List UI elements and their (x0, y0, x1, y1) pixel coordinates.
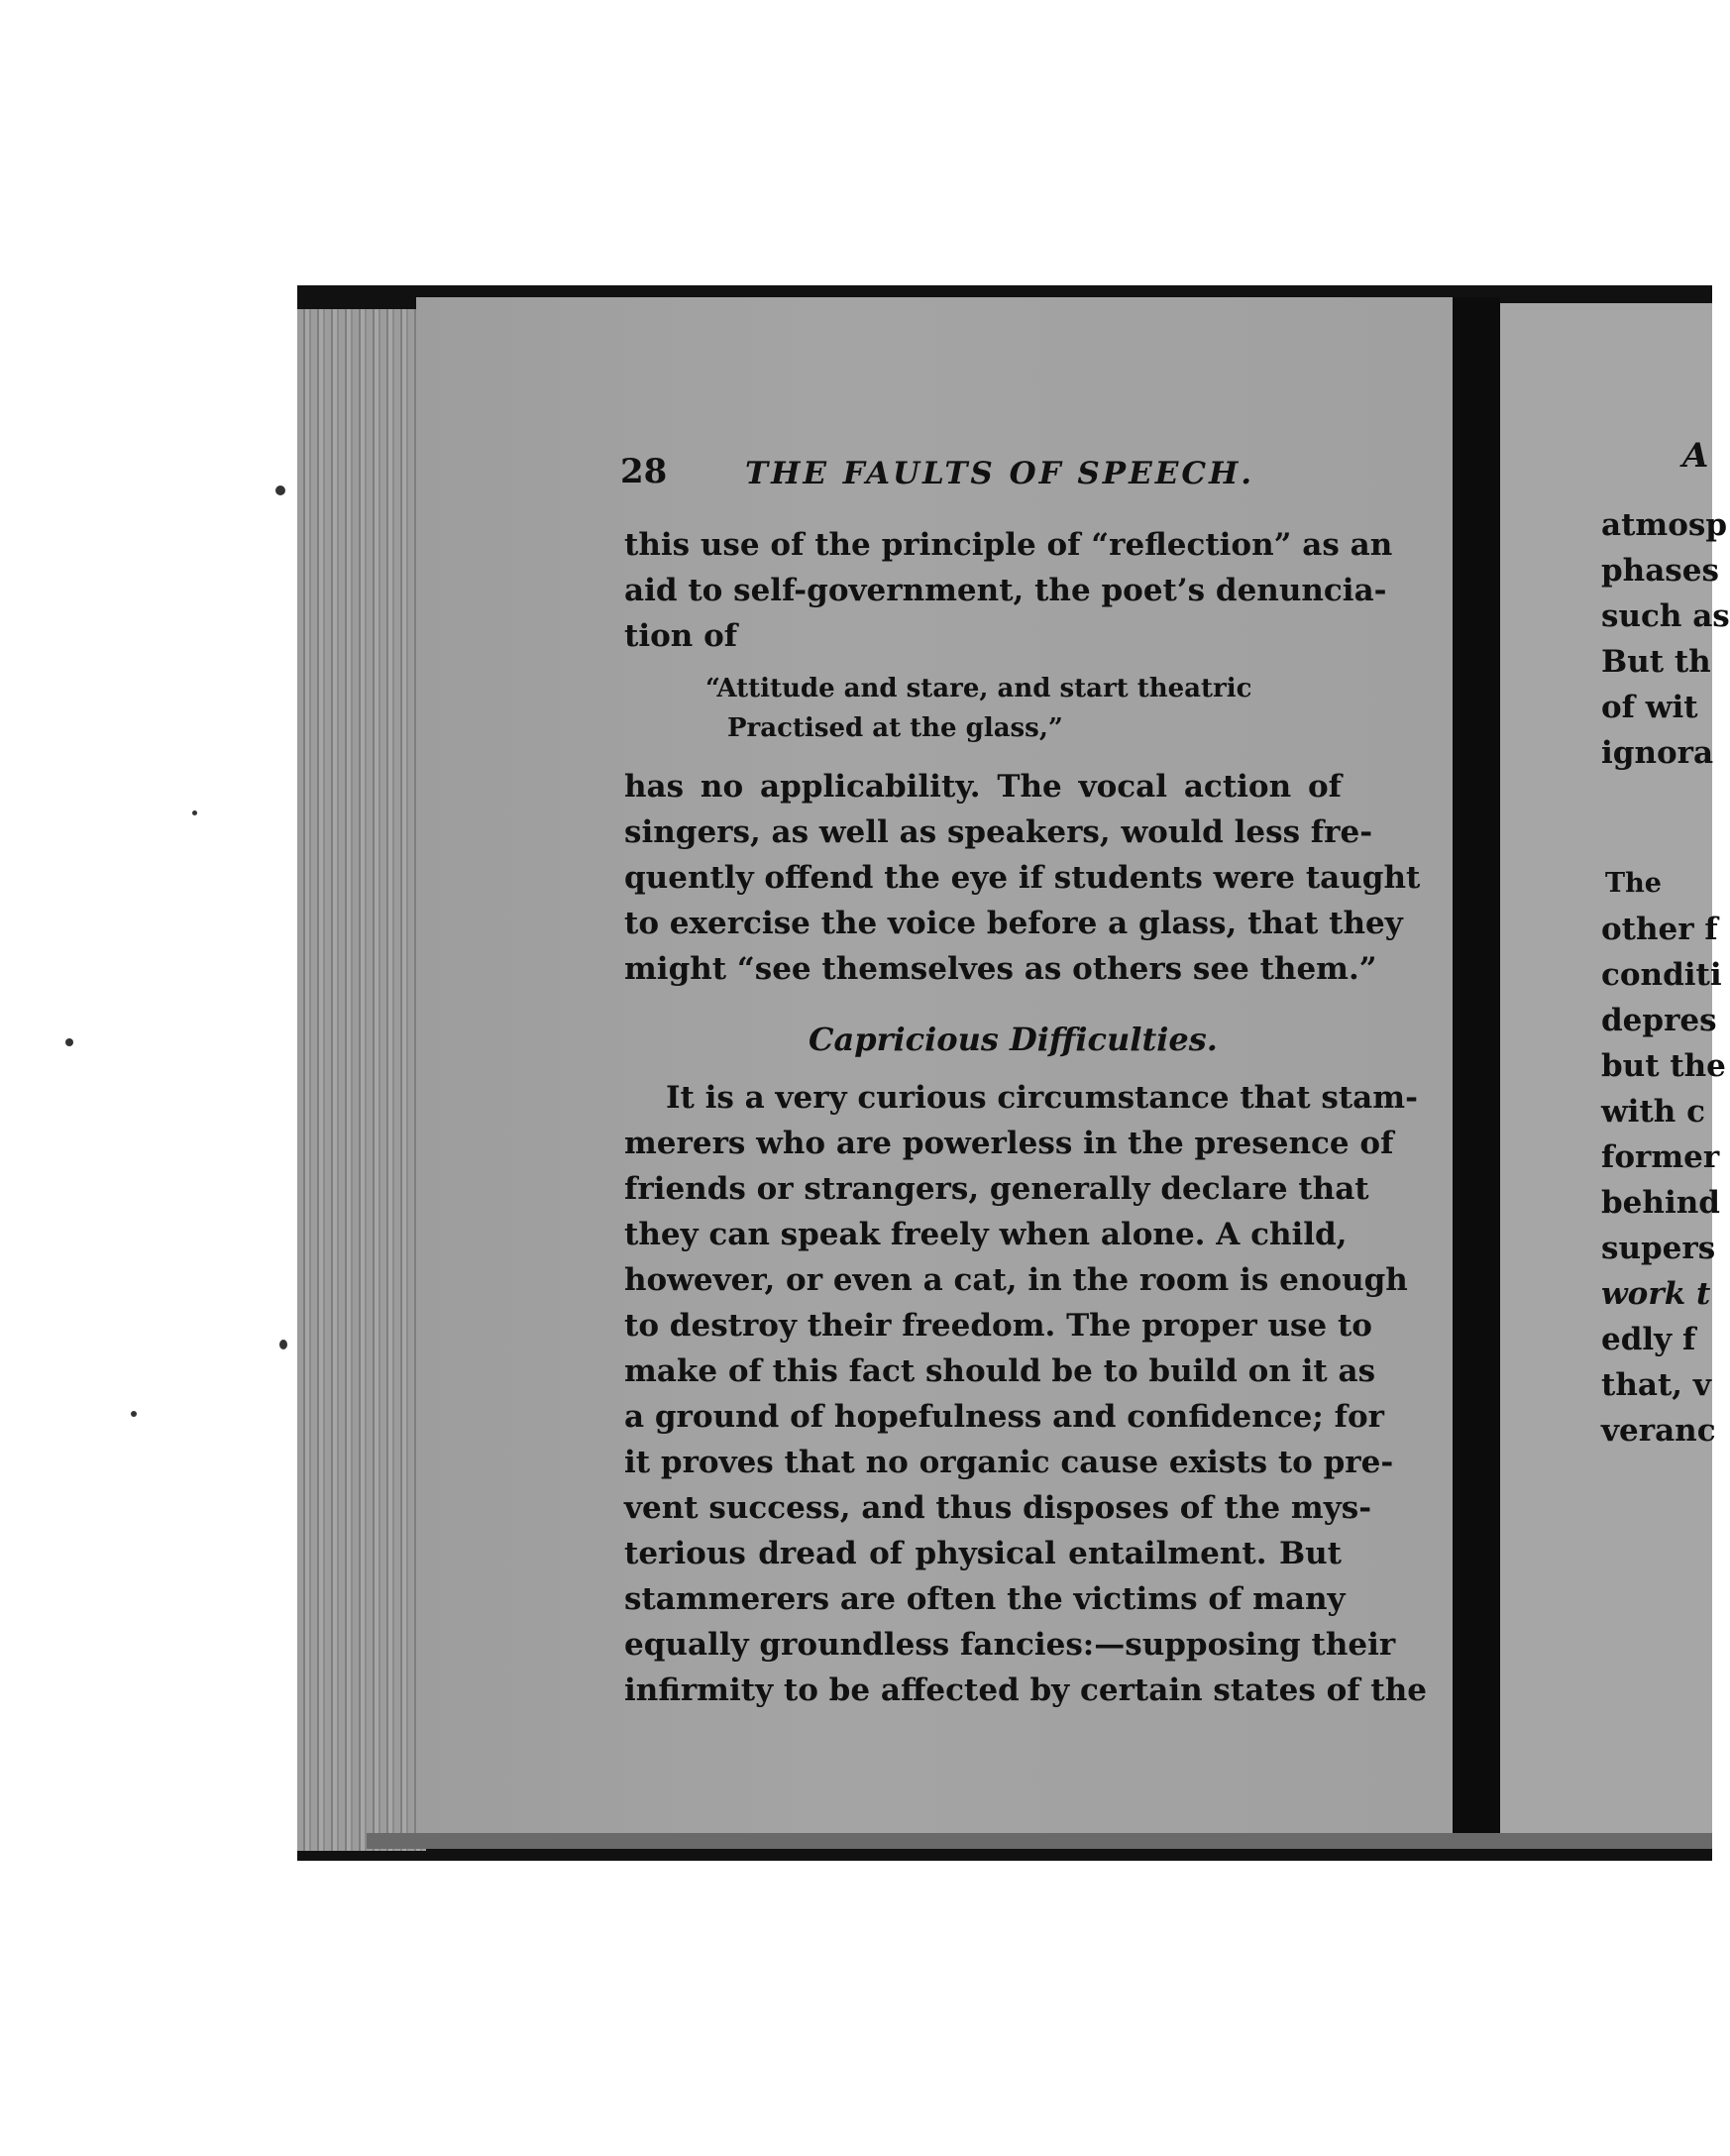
text-line: stammerers are often the victims of many (624, 1581, 1346, 1617)
right-text-line: but the (1601, 1048, 1726, 1084)
text-line: infirmity to be affected by certain states of the (624, 1672, 1427, 1708)
text-line: equally groundless fancies:—supposing their (624, 1627, 1396, 1663)
right-text-line: other f (1601, 912, 1718, 947)
text-line: aid to self-government, the poet’s denuncia- (624, 573, 1387, 608)
text-line: singers, as well as speakers, would less fre- (624, 814, 1373, 850)
right-text-line: But th (1601, 644, 1711, 680)
scan-speck (279, 1340, 287, 1349)
scan-speck (65, 1038, 73, 1046)
quote-line: Practised at the glass,” (727, 713, 1063, 743)
right-text-line: with c (1601, 1094, 1705, 1130)
text-line: tion of (624, 618, 738, 654)
text-line: It is a very curious circumstance that stam- (666, 1080, 1418, 1116)
right-text-line: behind (1601, 1185, 1720, 1221)
right-text-line: veranc (1601, 1413, 1716, 1449)
right-text-line: conditi (1601, 957, 1722, 993)
text-line: terious dread of physical entailment. But (624, 1536, 1342, 1571)
text-line: to exercise the voice before a glass, that they (624, 906, 1403, 941)
text-line: it proves that no organic cause exists to pre- (624, 1445, 1394, 1480)
right-running-title: A (1682, 436, 1709, 476)
right-text-line: such as (1601, 598, 1730, 634)
book-bottom-edge (367, 1833, 1712, 1849)
text-line: however, or even a cat, in the room is enough (624, 1262, 1408, 1298)
text-line: this use of the principle of “reflection” as an (624, 527, 1393, 563)
scan-speck (192, 810, 197, 815)
book-gutter (1453, 297, 1500, 1843)
text-line: merers who are powerless in the presence of (624, 1126, 1394, 1161)
right-text-line: former (1601, 1139, 1720, 1175)
text-line: make of this fact should be to build on it as (624, 1353, 1376, 1389)
page-edges (297, 309, 426, 1851)
text-line: quently offend the eye if students were taught (624, 860, 1421, 896)
text-line: friends or strangers, generally declare that (624, 1171, 1369, 1207)
right-text-line: ignora (1601, 735, 1714, 771)
text-line: has no applicability. The vocal action of (624, 769, 1342, 805)
right-text-line: phases (1601, 553, 1719, 589)
right-text-line: supers (1601, 1231, 1716, 1266)
text-line: might “see themselves as others see them.” (624, 951, 1377, 987)
running-title: THE FAULTS OF SPEECH. (745, 456, 1255, 491)
text-line: a ground of hopefulness and confidence; for (624, 1399, 1384, 1435)
quote-line: “Attitude and stare, and start theatric (705, 674, 1252, 703)
text-line: to destroy their freedom. The proper use to (624, 1308, 1372, 1344)
section-heading: Capricious Difficulties. (809, 1021, 1218, 1058)
scan-speck (131, 1411, 137, 1417)
right-text-line: of wit (1601, 690, 1698, 725)
right-text-line: depres (1601, 1003, 1717, 1038)
right-text-line: that, v (1601, 1367, 1711, 1403)
right-text-line: edly f (1601, 1322, 1696, 1357)
page-number: 28 (620, 452, 668, 491)
right-text-line: atmosp (1601, 507, 1728, 543)
text-line: vent success, and thus disposes of the mys- (624, 1490, 1372, 1526)
right-text-line: work t (1601, 1276, 1711, 1312)
scan-speck (275, 485, 285, 495)
text-line: they can speak freely when alone. A child, (624, 1217, 1348, 1252)
right-text-line: The (1605, 868, 1662, 899)
